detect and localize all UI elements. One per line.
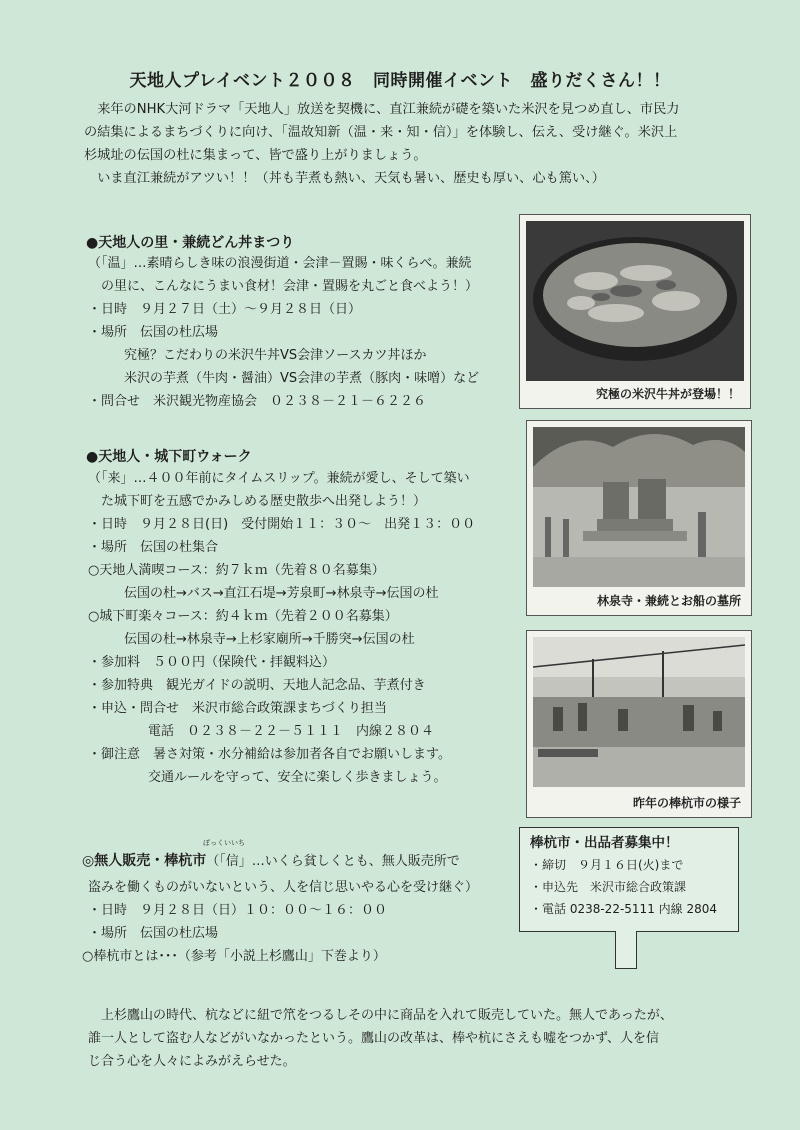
bokkuiichi-ruby: ぼっくいいち xyxy=(203,839,245,847)
section2-line: ○天地人満喫コース：約７ｋｍ（先着８０名募集） xyxy=(88,563,385,578)
gyudon-photo xyxy=(519,214,751,409)
bokkuiichi-photo-caption: 昨年の棒杭市の様子 xyxy=(632,796,741,810)
temple-photo xyxy=(526,420,752,616)
paragraph-line: じ合う心を人々によみがえらせた。 xyxy=(88,1054,296,1069)
section3-heading-tail: （「信」…いくら貧しくとも、無人販売所で xyxy=(206,854,460,869)
section3-line: ・日時 ９月２８日（日）１０：００～１６：００ xyxy=(88,903,388,918)
bokkuiichi-paragraph xyxy=(88,1004,738,1073)
section2-body xyxy=(88,467,475,789)
vendor-recruit-box xyxy=(519,827,739,932)
section2-line: た城下町を五感でかみしめる歴史散歩へ出発しよう！） xyxy=(101,494,427,509)
section2-line: ・御注意 暑さ対策・水分補給は参加者各自でお願いします。 xyxy=(88,747,451,762)
paragraph-line: 誰一人として盗む人などがいなかったという。鷹山の改革は、棒や杭にさえも嘘をつかず、人を信 xyxy=(88,1031,659,1046)
intro-line: の結集によるまちづくりに向け、「温故知新（温・来・知・信）」を体験し、伝え、受け継ぐ。米沢上 xyxy=(84,125,678,140)
section3-line: ○棒杭市とは･･･（参考「小説上杉鷹山」下巻より） xyxy=(82,949,386,964)
section1-line: ・日時 ９月２７日（土）～９月２８日（日） xyxy=(88,302,362,317)
callout-heading: 棒杭市・出品者募集中！ xyxy=(530,835,679,851)
section1-line: （「温」…素晴らしき味の浪漫街道・会津－置賜・味くらべ。兼続 xyxy=(88,256,472,271)
section1-body xyxy=(88,252,479,413)
market-scene-image xyxy=(533,637,745,787)
section1-line: ・問合せ 米沢観光物産協会 ０２３８－２１－６２２６ xyxy=(88,394,427,409)
section1-line: ・場所 伝国の杜広場 xyxy=(88,325,219,340)
temple-graves-image xyxy=(533,427,745,587)
section1-line: 究極？こだわりの米沢牛丼VS会津ソースカツ丼ほか xyxy=(124,348,427,363)
section3-line: ・場所 伝国の杜広場 xyxy=(88,926,219,941)
section1-heading: ●天地人の里・兼続どん丼まつり xyxy=(86,235,295,251)
section3-heading: ◎無人販売・棒杭市 xyxy=(82,853,207,869)
section1-line: の里に、こんなにうまい食材！会津・置賜を丸ごと食べよう！） xyxy=(101,279,479,294)
intro-line: 杉城址の伝国の杜に集まって、皆で盛り上がりましょう。 xyxy=(84,148,427,163)
intro-line: 来年のNHK大河ドラマ「天地人」放送を契機に、直江兼続が礎を築いた米沢を見つめ直し、市民力 xyxy=(97,102,680,117)
page-title: 天地人プレイベント２００８ 同時開催イベント 盛りだくさん！！ xyxy=(129,71,671,91)
section2-line: 伝国の杜→林泉寺→上杉家廟所→千勝突→伝国の杜 xyxy=(124,632,415,647)
intro-line: いま直江兼続がアツい！！（丼も芋煮も熱い、天気も暑い、歴史も厚い、心も篤い、） xyxy=(97,171,605,186)
section2-line: （「来」…４００年前にタイムスリップ。兼続が愛し、そして築い xyxy=(88,471,470,486)
paragraph-line: 上杉鷹山の時代、杭などに紐で笊をつるしその中に商品を入れて販売していた。無人であったが、 xyxy=(101,1008,673,1023)
callout-line: ・締切 ９月１６日(火)まで xyxy=(530,858,684,872)
section2-line: 交通ルールを守って、安全に楽しく歩きましょう。 xyxy=(148,770,447,785)
section2-heading: ●天地人・城下町ウォーク xyxy=(86,449,252,465)
intro-paragraph xyxy=(84,98,724,190)
section2-line: ・申込・問合せ 米沢市総合政策課まちづくり担当 xyxy=(88,701,387,716)
bokkuiichi-photo xyxy=(526,630,752,818)
section2-line: 伝国の杜→バス→直江石堤→芳泉町→林泉寺→伝国の杜 xyxy=(124,586,439,601)
signpost-pole xyxy=(615,931,637,969)
section2-line: 電話 ０２３８－２２－５１１１ 内線２８０４ xyxy=(148,724,435,739)
temple-photo-caption: 林泉寺・兼続とお船の墓所 xyxy=(596,594,741,608)
gyudon-bowl-image xyxy=(526,221,744,381)
callout-line: ・電話 0238-22-5111 内線 2804 xyxy=(530,902,717,916)
section2-line: ・参加特典 観光ガイドの説明、天地人記念品、芋煮付き xyxy=(88,678,426,693)
section2-line: ○城下町楽々コース：約４ｋｍ（先着２００名募集） xyxy=(88,609,398,624)
gyudon-photo-caption: 究極の米沢牛丼が登場！！ xyxy=(595,387,740,401)
section1-line: 米沢の芋煮（牛肉・醤油）VS会津の芋煮（豚肉・味噌）など xyxy=(124,371,480,386)
callout-line: ・申込先 米沢市総合政策課 xyxy=(530,880,687,894)
section3-body xyxy=(82,876,479,968)
section2-line: ・場所 伝国の杜集合 xyxy=(88,540,219,555)
section3-line: 盗みを働くものがいないという、人を信じ思いやる心を受け継ぐ） xyxy=(88,880,479,895)
section2-line: ・参加料 ５００円（保険代・拝観料込） xyxy=(88,655,336,670)
section2-line: ・日時 ９月２８日(日) 受付開始１１：３０～ 出発１３：００ xyxy=(88,517,476,532)
section3-heading-row xyxy=(82,850,460,870)
